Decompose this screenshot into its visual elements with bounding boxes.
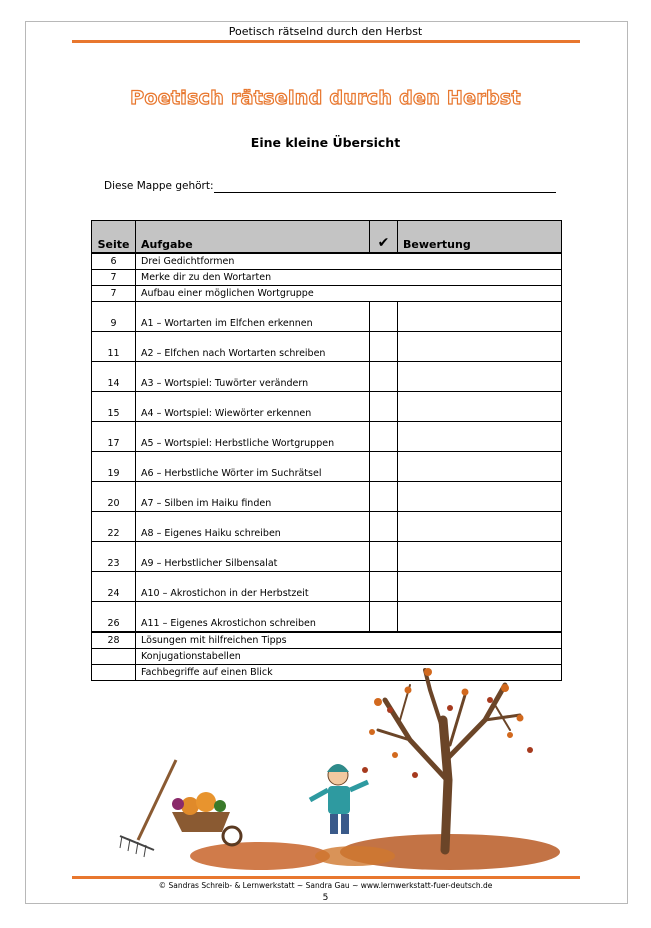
table-row xyxy=(92,253,562,270)
row-page-number: 26 xyxy=(92,602,136,633)
row-rating-field[interactable] xyxy=(398,332,562,362)
row-rating-field[interactable] xyxy=(398,362,562,392)
row-task-label: Drei Gedichtformen xyxy=(136,253,562,270)
table-row xyxy=(92,452,562,482)
overview-table xyxy=(91,220,562,681)
row-page-number: 24 xyxy=(92,572,136,602)
table-row xyxy=(92,632,562,649)
row-page-number: 17 xyxy=(92,422,136,452)
row-page-number: 7 xyxy=(92,286,136,302)
row-task-label: A11 – Eigenes Akrostichon schreiben xyxy=(136,602,370,633)
row-page-number: 20 xyxy=(92,482,136,512)
row-page-number: 11 xyxy=(92,332,136,362)
table-row xyxy=(92,392,562,422)
row-check-box[interactable] xyxy=(370,512,398,542)
row-check-box[interactable] xyxy=(370,332,398,362)
row-check-box[interactable] xyxy=(370,422,398,452)
row-rating-field[interactable] xyxy=(398,422,562,452)
autumn-scene-illustration xyxy=(110,660,570,870)
row-task-label: A5 – Wortspiel: Herbstliche Wortgruppen xyxy=(136,422,370,452)
row-page-number: 28 xyxy=(92,632,136,649)
row-rating-field[interactable] xyxy=(398,452,562,482)
col-header-check: ✔ xyxy=(370,221,398,254)
page-subtitle: Eine kleine Übersicht xyxy=(250,135,401,150)
row-page-number: 22 xyxy=(92,512,136,542)
row-rating-field[interactable] xyxy=(398,482,562,512)
table-row xyxy=(92,482,562,512)
row-rating-field[interactable] xyxy=(398,392,562,422)
header-rule xyxy=(72,40,580,43)
owner-name-line xyxy=(214,192,556,193)
row-page-number: 15 xyxy=(92,392,136,422)
row-rating-field[interactable] xyxy=(398,572,562,602)
row-check-box[interactable] xyxy=(370,362,398,392)
col-header-page: Seite xyxy=(92,221,136,254)
table-row xyxy=(92,572,562,602)
running-header: Poetisch rätselnd durch den Herbst xyxy=(228,25,423,38)
row-task-label: A2 – Elfchen nach Wortarten schreiben xyxy=(136,332,370,362)
row-check-box[interactable] xyxy=(370,482,398,512)
row-rating-field[interactable] xyxy=(398,302,562,332)
row-rating-field[interactable] xyxy=(398,602,562,633)
table-row xyxy=(92,286,562,302)
row-page-number: 14 xyxy=(92,362,136,392)
row-task-label: A4 – Wortspiel: Wiewörter erkennen xyxy=(136,392,370,422)
row-check-box[interactable] xyxy=(370,572,398,602)
row-task-label: A1 – Wortarten im Elfchen erkennen xyxy=(136,302,370,332)
table-row xyxy=(92,332,562,362)
row-task-label: Merke dir zu den Wortarten xyxy=(136,270,562,286)
page-number: 5 xyxy=(322,893,329,903)
row-check-box[interactable] xyxy=(370,392,398,422)
table-row xyxy=(92,602,562,633)
col-header-rating: Bewertung xyxy=(398,221,562,254)
table-row xyxy=(92,422,562,452)
table-row xyxy=(92,302,562,332)
row-check-box[interactable] xyxy=(370,302,398,332)
row-page-number: 19 xyxy=(92,452,136,482)
table-row xyxy=(92,270,562,286)
table-row xyxy=(92,362,562,392)
row-page-number: 9 xyxy=(92,302,136,332)
row-task-label: A3 – Wortspiel: Tuwörter verändern xyxy=(136,362,370,392)
page-title: Poetisch rätselnd durch den Herbst xyxy=(130,87,521,109)
row-task-label: A8 – Eigenes Haiku schreiben xyxy=(136,512,370,542)
footer-rule xyxy=(72,876,580,879)
row-task-label: A7 – Silben im Haiku finden xyxy=(136,482,370,512)
row-task-label: A9 – Herbstlicher Silbensalat xyxy=(136,542,370,572)
row-check-box[interactable] xyxy=(370,452,398,482)
row-check-box[interactable] xyxy=(370,602,398,633)
footer-credit: © Sandras Schreib- & Lernwerkstatt ~ Sandra Gau ~ www.lernwerkstatt-fuer-deutsch.de xyxy=(158,881,493,890)
row-task-label: Konjugationstabellen xyxy=(136,649,562,665)
row-task-label: Aufbau einer möglichen Wortgruppe xyxy=(136,286,562,302)
owner-label: Diese Mappe gehört: xyxy=(104,180,214,192)
row-task-label: Fachbegriffe auf einen Blick xyxy=(136,665,562,681)
row-rating-field[interactable] xyxy=(398,542,562,572)
row-task-label: A10 – Akrostichon in der Herbstzeit xyxy=(136,572,370,602)
row-page-number: 23 xyxy=(92,542,136,572)
row-page-number: 6 xyxy=(92,253,136,270)
table-header-row xyxy=(92,221,562,254)
col-header-task: Aufgabe xyxy=(136,221,370,254)
row-page-number: 7 xyxy=(92,270,136,286)
row-task-label: A6 – Herbstliche Wörter im Suchrätsel xyxy=(136,452,370,482)
table-row xyxy=(92,542,562,572)
table-row xyxy=(92,512,562,542)
row-rating-field[interactable] xyxy=(398,512,562,542)
row-task-label: Lösungen mit hilfreichen Tipps xyxy=(136,632,562,649)
row-check-box[interactable] xyxy=(370,542,398,572)
